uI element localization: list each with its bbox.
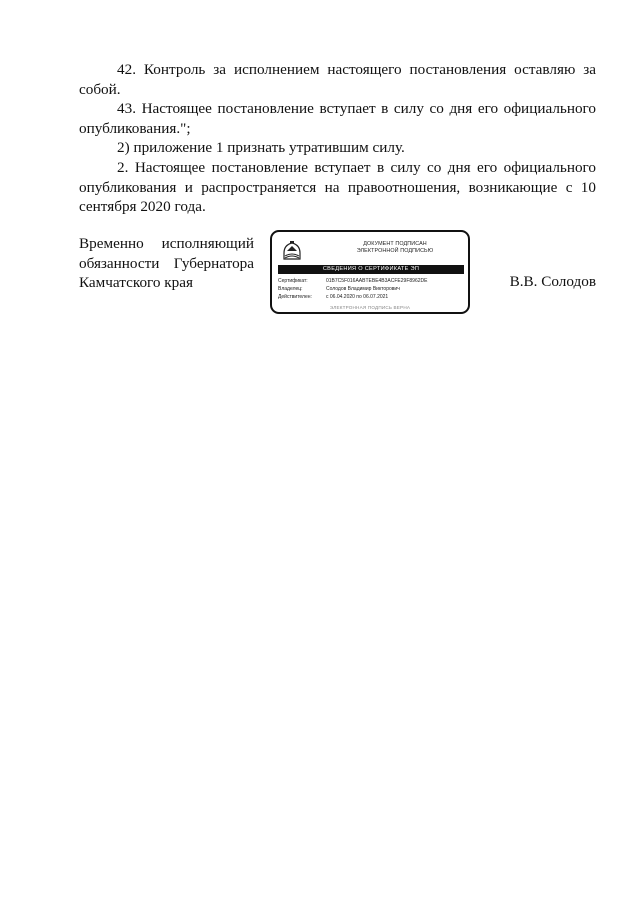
- stamp-row-validity: [278, 293, 464, 301]
- stamp-header: [320, 241, 470, 255]
- stamp-row-owner: [278, 285, 464, 293]
- stamp-label: Сертификат:: [278, 278, 308, 284]
- signatory-name: В.В. Солодов: [509, 273, 596, 290]
- stamp-label: Действителен:: [278, 294, 312, 301]
- stamp-value: с 06.04.2020 по 06.07.2021: [326, 294, 389, 301]
- signatory-position-line: обязанности Губернатора: [79, 254, 254, 272]
- signatory-position-line: Временно исполняющий: [79, 235, 254, 252]
- paragraph-43: 43. Настоящее постановление вступает в силу со дня его официального опубликования.";: [79, 100, 596, 137]
- stamp-details: [278, 277, 464, 302]
- stamp-label: Владелец:: [278, 286, 303, 293]
- coat-of-arms-icon: [280, 239, 304, 263]
- stamp-row-certificate: [278, 277, 464, 285]
- stamp-certificate-title: СВЕДЕНИЯ О СЕРТИФИКАТЕ ЭП: [278, 265, 464, 274]
- stamp-header-line: ДОКУМЕНТ ПОДПИСАН: [363, 241, 427, 247]
- document-body: [79, 60, 596, 217]
- stamp-header-line: ЭЛЕКТРОННОЙ ПОДПИСЬЮ: [356, 248, 434, 254]
- paragraph-42: 42. Контроль за исполнением настоящего постановления оставляю за собой.: [79, 61, 596, 98]
- electronic-signature-stamp: [270, 230, 470, 314]
- stamp-value: 01B7C5F016AABTEBE4B3ACFE29F8962DE: [326, 278, 428, 284]
- stamp-footer: ЭЛЕКТРОННАЯ ПОДПИСЬ ВЕРНА: [329, 305, 411, 310]
- signatory-position: [79, 234, 254, 293]
- paragraph-annex: 2) приложение 1 признать утратившим силу.: [117, 139, 405, 157]
- signatory-position-line: Камчатского края: [79, 274, 193, 292]
- paragraph-effective: 2. Настоящее постановление вступает в силу со дня его официального опубликования и распространяется на правоотношения, возникающие с 10 сентября 2020 года.: [79, 158, 596, 216]
- stamp-value: Солодов Владимир Викторович: [326, 286, 400, 293]
